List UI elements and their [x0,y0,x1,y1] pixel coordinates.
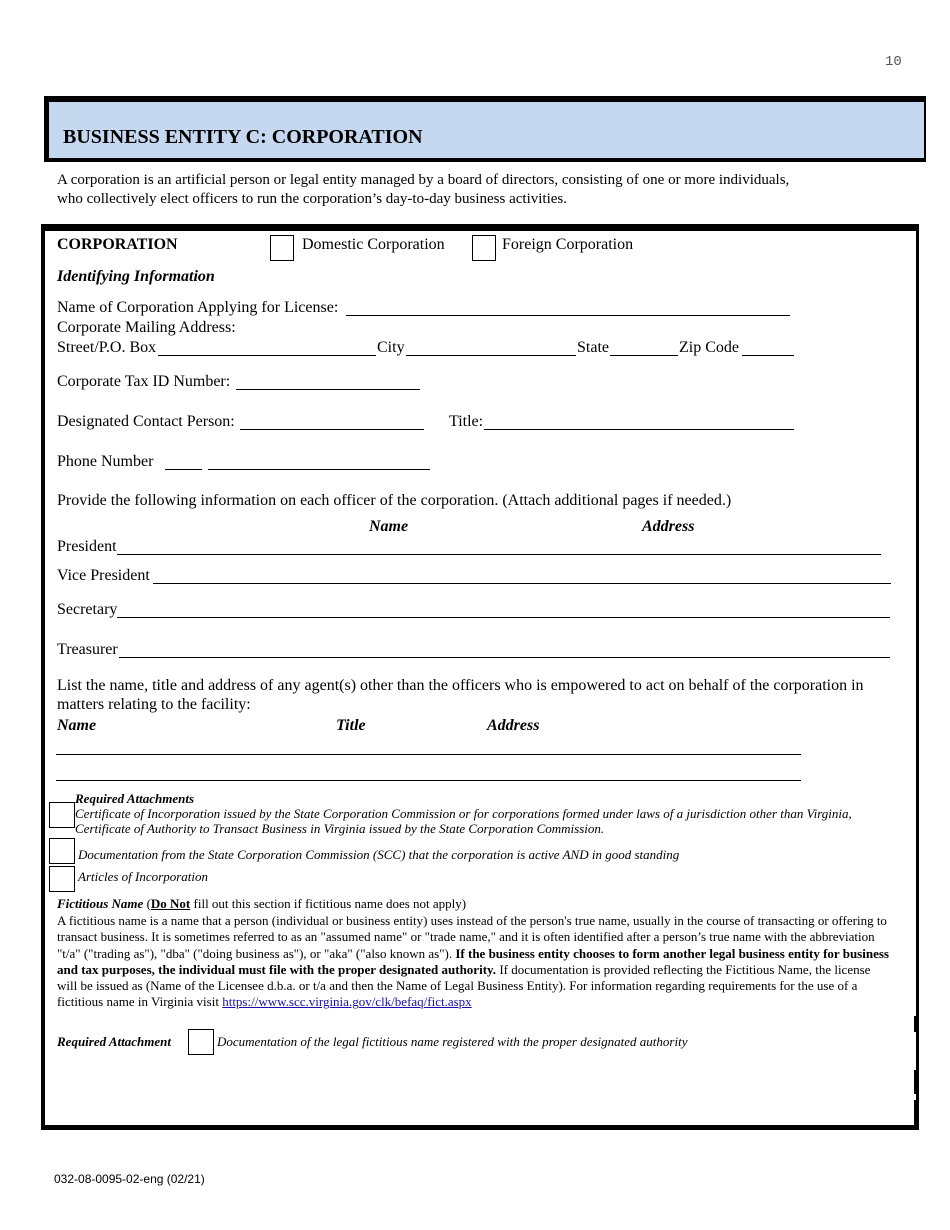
page-number: 10 [885,54,902,70]
phone-number-field[interactable] [208,469,430,470]
attachment-2-checkbox[interactable] [49,838,75,864]
attachment-3-text: Articles of Incorporation [78,869,208,884]
fictitious-text-bold: If the business entity chooses to form another legal business entity for business and tax purposes, the individual must file with the proper designated authority. [57,945,889,977]
contact-title-field[interactable] [484,429,794,430]
tax-id-field[interactable] [236,389,420,390]
contact-title-label: Title: [449,413,484,430]
officer-vice-president-label: Vice President [57,567,150,584]
fictitious-text-1: A fictitious name is a name that a person (individual or business entity) uses instead of the person's true name, usually in the course of transacting or offering to transact business. It is sometimes referred to as an "assumed name" or "trade name," and it is often identified after a person’s true name with the abbreviation "t/a" ("trading as"), "dba" ("doing business as"), or "aka" ("also known as"). [57,913,887,961]
phone-label: Phone Number [57,453,154,470]
fictitious-heading-rest: fill out this section if fictitious name does not apply) [190,896,467,911]
phone-area-field[interactable] [165,469,202,470]
fictitious-doc-checkbox[interactable] [188,1029,214,1055]
foreign-checkbox[interactable] [472,235,496,261]
officers-col-name: Name [369,518,409,535]
domestic-label: Domestic Corporation [302,236,445,253]
officer-secretary-field[interactable] [117,617,890,618]
corp-name-field[interactable] [346,315,790,316]
edge-mark [914,1100,919,1128]
corporation-heading: CORPORATION [57,236,178,253]
form-code: 032-08-0095-02-eng (02/21) [54,1172,205,1186]
edge-mark [914,1070,919,1094]
domestic-checkbox[interactable] [270,235,294,261]
required-attachment-label: Required Attachment [57,1034,171,1049]
fictitious-link[interactable]: https://www.scc.virginia.gov/clk/befaq/fict.aspx [222,994,472,1010]
city-field[interactable] [406,355,576,356]
officers-col-address: Address [642,518,695,535]
identifying-heading: Identifying Information [57,268,215,285]
fictitious-open-paren: ( [146,896,151,911]
attachment-1-text: Certificate of Incorporation issued by the State Corporation Commission or for corporations formed under laws of a jurisdiction other than Virginia, Certificate of Authority to Transact Business in Virginia issued by the State Corporation Commission. [75,806,852,836]
agents-col-title: Title [336,717,366,734]
required-attachment-text: Documentation of the legal fictitious name registered with the proper designated authority [217,1034,688,1049]
agent-row-field[interactable] [56,754,801,755]
tax-id-label: Corporate Tax ID Number: [57,373,231,390]
attachment-1-checkbox[interactable] [49,802,75,828]
contact-label: Designated Contact Person: [57,413,235,430]
mailing-label: Corporate Mailing Address: [57,319,236,336]
zip-field[interactable] [742,355,794,356]
agents-col-address: Address [487,717,540,734]
agents-instruction: List the name, title and address of any agent(s) other than the officers who is empowered to act on behalf of the corporation in matters relating to the facility: [57,677,864,713]
corp-name-label: Name of Corporation Applying for License: [57,299,339,316]
zip-label: Zip Code [679,339,739,356]
officer-president-field[interactable] [117,554,881,555]
officer-treasurer-field[interactable] [119,657,890,658]
officers-instruction: Provide the following information on each officer of the corporation. (Attach additional pages if needed.) [57,492,732,509]
section-title: BUSINESS ENTITY C: CORPORATION [63,126,423,148]
contact-field[interactable] [240,429,424,430]
officer-vice-president-field[interactable] [153,583,891,584]
attachment-3-checkbox[interactable] [49,866,75,892]
edge-mark [914,1016,919,1032]
street-label: Street/P.O. Box [57,339,157,356]
fictitious-heading-line [57,896,466,912]
foreign-label: Foreign Corporation [502,236,634,253]
officer-treasurer-label: Treasurer [57,641,118,658]
fictitious-heading: Fictitious Name [57,896,144,911]
attachment-2-text: Documentation from the State Corporation Commission (SCC) that the corporation is active AND in good standing [78,847,680,862]
city-label: City [377,339,405,356]
attachments-heading: Required Attachments [75,791,195,806]
fictitious-text-2: If documentation is provided reflecting the Fictitious Name, the license will be issued as (Name of the Licensee d.b.a. or t/a and then the Name of Legal Business Entity). For information regarding requirements for the use of a fictitious name in Virginia visit [57,961,871,1010]
officer-secretary-label: Secretary [57,601,118,618]
state-field[interactable] [610,355,678,356]
agents-col-name: Name [57,717,97,734]
officer-president-label: President [57,538,117,555]
agent-row-field[interactable] [56,780,801,781]
section-header [44,96,926,162]
fictitious-do-not: Do Not [150,896,191,911]
street-field[interactable] [158,355,376,356]
fictitious-description [57,913,893,1011]
section-intro: A corporation is an artificial person or legal entity managed by a board of directors, consisting of one or more individuals, who collectively elect officers to run the corporation’s day-to-day business activities. [57,172,790,207]
state-label: State [577,339,609,356]
